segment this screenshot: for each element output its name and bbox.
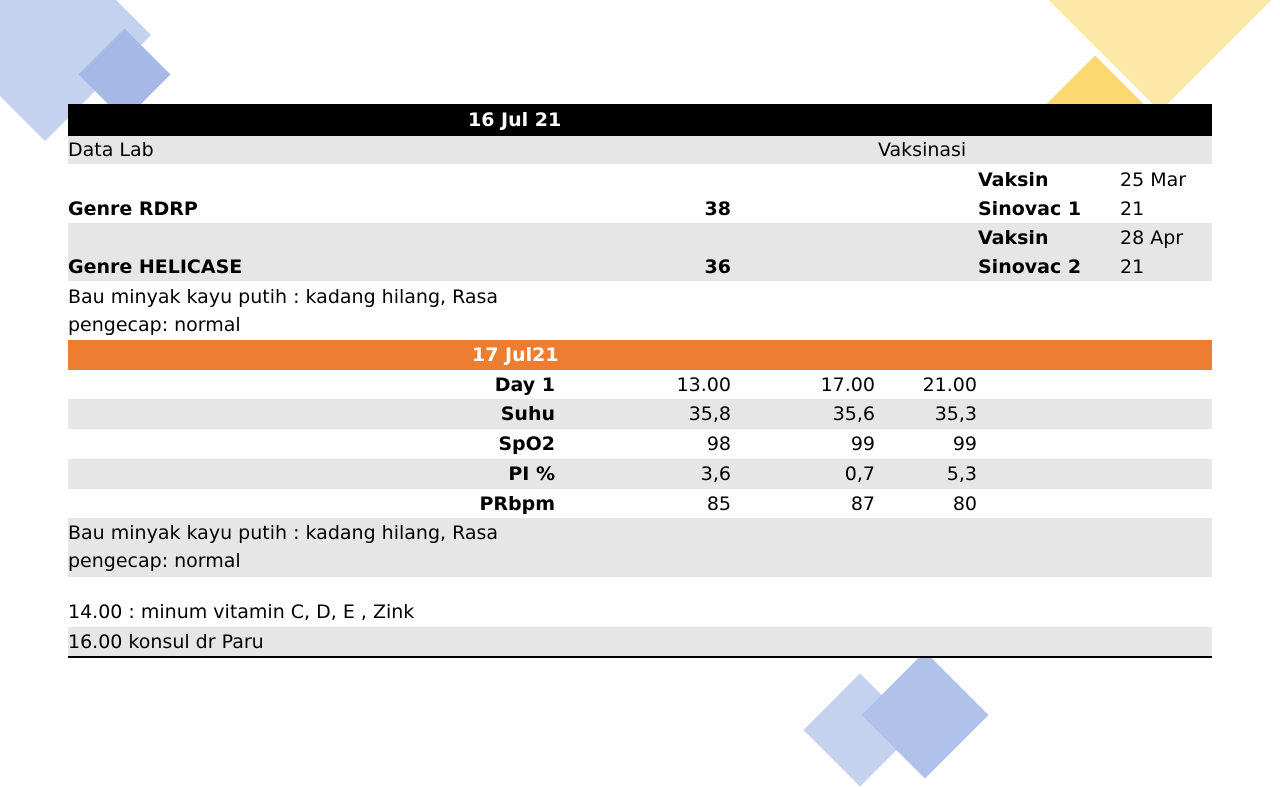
vitals-row	[68, 370, 1212, 399]
note-row	[68, 281, 1212, 340]
vitals-value-3: 5,3	[946, 463, 977, 485]
vitals-row	[68, 489, 1212, 518]
vitals-value-1: 13.00	[676, 374, 731, 396]
vitals-value-3: 80	[952, 493, 977, 515]
vaccine-date-line1: 28 Apr	[1120, 227, 1184, 249]
vitals-label: Day 1	[494, 374, 555, 396]
vitals-row	[68, 399, 1212, 429]
lab-header-row	[68, 136, 1212, 164]
vaccine-name-line1: Vaksin	[978, 169, 1049, 191]
vitals-value-2: 99	[850, 433, 875, 455]
lab-name: Genre RDRP	[68, 198, 198, 220]
vitals-row	[68, 429, 1212, 459]
vitals-label: PI %	[508, 463, 555, 485]
vaccine-name-line1: Vaksin	[978, 227, 1049, 249]
note-line1: Bau minyak kayu putih : kadang hilang, Rasa	[68, 522, 499, 544]
data-lab-label: Data Lab	[68, 139, 154, 161]
vitals-value-2: 35,6	[832, 403, 875, 425]
vitals-label: Suhu	[500, 403, 555, 425]
note-line1: Bau minyak kayu putih : kadang hilang, Rasa	[68, 286, 499, 308]
log-line: 14.00 : minum vitamin C, D, E , Zink	[68, 601, 415, 623]
vaksinasi-label: Vaksinasi	[878, 139, 967, 161]
note-row	[68, 518, 1212, 577]
lab-name: Genre HELICASE	[68, 256, 243, 278]
vitals-label: SpO2	[498, 433, 555, 455]
vitals-label: PRbpm	[479, 493, 555, 515]
vitals-row	[68, 459, 1212, 489]
header-date: 17 Jul21	[472, 344, 559, 366]
log-row	[68, 627, 1212, 658]
vitals-value-2: 0,7	[844, 463, 875, 485]
header-date: 16 Jul 21	[468, 109, 562, 131]
vitals-value-3: 21.00	[922, 374, 977, 396]
vaccine-name-line2: Sinovac 2	[978, 256, 1082, 278]
vaccine-date-line2: 21	[1120, 198, 1145, 220]
lab-row	[68, 223, 1212, 281]
lab-value: 38	[704, 198, 731, 220]
vitals-value-3: 99	[952, 433, 977, 455]
vaccine-date-line1: 25 Mar	[1120, 169, 1187, 191]
header-row-16-jul	[68, 104, 1212, 136]
vaccine-date-line2: 21	[1120, 256, 1145, 278]
vaccine-name-line2: Sinovac 1	[978, 198, 1082, 220]
vitals-value-1: 98	[706, 433, 731, 455]
log-line: 16.00 konsul dr Paru	[68, 631, 264, 653]
note-line2: pengecap: normal	[68, 314, 241, 336]
lab-value: 36	[704, 256, 731, 278]
note-line2: pengecap: normal	[68, 550, 241, 572]
vitals-value-1: 85	[706, 493, 731, 515]
header-row-17-jul	[68, 340, 1212, 370]
vitals-value-3: 35,3	[934, 403, 977, 425]
vitals-value-1: 35,8	[688, 403, 731, 425]
vitals-value-2: 17.00	[820, 374, 875, 396]
vitals-value-2: 87	[850, 493, 875, 515]
vitals-value-1: 3,6	[700, 463, 731, 485]
lab-row	[68, 164, 1212, 223]
log-row	[68, 597, 1212, 627]
